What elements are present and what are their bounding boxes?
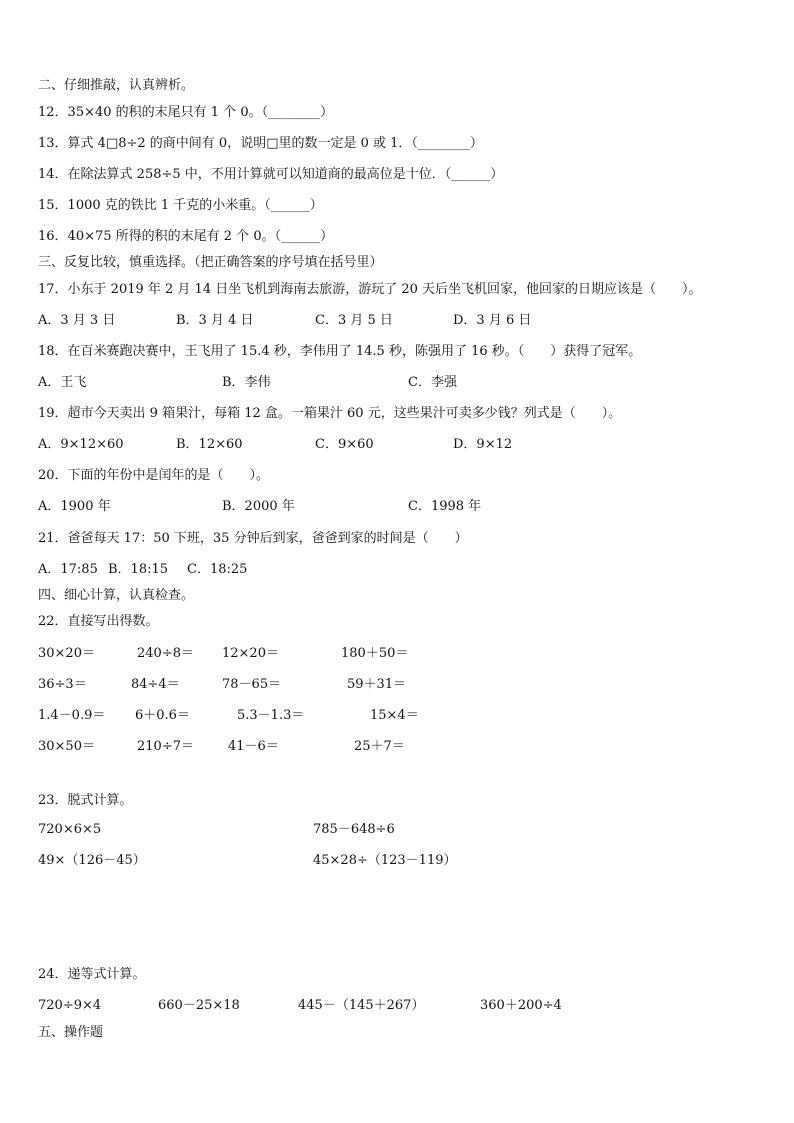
q21-option-c: C．18:25 (187, 562, 248, 577)
q17-option-c: C．3 月 5 日 (315, 313, 393, 328)
q20-option-a: A．1900 年 (38, 499, 111, 514)
step-calc-item: 49×（126－45） (38, 853, 146, 868)
question-21: 21．爸爸每天 17：50 下班，35 分钟后到家，爸爸到家的时间是（ ） (38, 531, 468, 546)
question-24-title: 24．递等式计算。 (38, 967, 146, 982)
oral-calc-item: 210÷7＝ (137, 739, 194, 754)
section4-heading: 四、细心计算，认真检查。 (38, 588, 195, 603)
recursive-calc-item: 660－25×18 (158, 998, 240, 1013)
oral-calc-item: 15×4＝ (370, 708, 419, 723)
oral-calc-item: 30×50＝ (38, 739, 95, 754)
step-calc-item: 720×6×5 (38, 822, 102, 837)
oral-calc-item: 6＋0.6＝ (135, 708, 190, 723)
q17-option-d: D．3 月 6 日 (453, 313, 532, 328)
oral-calc-item: 5.3－1.3＝ (237, 708, 305, 723)
step-calc-item: 45×28÷（123－119） (313, 853, 457, 868)
oral-calc-item: 12×20＝ (222, 646, 279, 661)
oral-calc-item: 180＋50＝ (341, 646, 409, 661)
section5-heading: 五、操作题 (38, 1025, 104, 1040)
recursive-calc-item: 360＋200÷4 (480, 998, 562, 1013)
oral-calc-item: 59＋31＝ (347, 677, 407, 692)
question-23-title: 23．脱式计算。 (38, 793, 133, 808)
oral-calc-item: 30×20＝ (38, 646, 95, 661)
question-19: 19．超市今天卖出 9 箱果汁，每箱 12 盒。一箱果汁 60 元，这些果汁可卖多少钱？列式是（ ）。 (38, 406, 622, 421)
question-12: 12．35×40 的积的末尾只有 1 个 0。（________） (38, 105, 334, 120)
q18-option-c: C．李强 (408, 375, 457, 390)
q20-option-c: C．1998 年 (408, 499, 482, 514)
question-18: 18．在百米赛跑决赛中，王飞用了 15.4 秒，李伟用了 14.5 秒，陈强用了 16 秒。（ ）获得了冠军。 (38, 344, 642, 359)
q21-option-b: B．18:15 (108, 562, 169, 577)
question-20: 20．下面的年份中是闰年的是（ ）。 (38, 468, 270, 483)
question-14: 14．在除法算式 258÷5 中，不用计算就可以知道商的最高位是十位．（______） (38, 167, 504, 182)
oral-calc-item: 1.4－0.9＝ (38, 708, 106, 723)
q19-option-a: A．9×12×60 (38, 437, 124, 452)
question-13: 13．算式 4□8÷2 的商中间有 0，说明□里的数一定是 0 或 1．（________） (38, 136, 483, 151)
section3-heading: 三、反复比较，慎重选择。（把正确答案的序号填在括号里） (38, 255, 383, 270)
question-15: 15．1000 克的铁比 1 千克的小米重。（______） (38, 198, 323, 213)
oral-calc-item: 41－6＝ (228, 739, 279, 754)
oral-calc-item: 36÷3＝ (38, 677, 87, 692)
q19-option-d: D．9×12 (453, 437, 513, 452)
question-16: 16．40×75 所得的积的末尾有 2 个 0。（______） (38, 229, 334, 244)
section2-heading: 二、仔细推敲，认真辨析。 (38, 78, 195, 93)
recursive-calc-item: 720÷9×4 (38, 998, 102, 1013)
question-22-title: 22．直接写出得数。 (38, 614, 159, 629)
step-calc-item: 785－648÷6 (313, 822, 395, 837)
q17-option-a: A．3 月 3 日 (38, 313, 116, 328)
q19-option-b: B．12×60 (176, 437, 243, 452)
q20-option-b: B．2000 年 (222, 499, 295, 514)
oral-calc-item: 240÷8＝ (137, 646, 194, 661)
recursive-calc-item: 445－（145＋267） (298, 998, 425, 1013)
oral-calc-item: 84÷4＝ (131, 677, 180, 692)
q17-option-b: B．3 月 4 日 (176, 313, 254, 328)
q18-option-a: A．王飞 (38, 375, 87, 390)
question-17: 17．小东于 2019 年 2 月 14 日坐飞机到海南去旅游，游玩了 20 天后坐飞机回家，他回家的日期应该是（ ）。 (38, 282, 702, 297)
q21-option-a: A．17:85 (38, 562, 98, 577)
oral-calc-item: 78－65＝ (222, 677, 282, 692)
q19-option-c: C．9×60 (315, 437, 374, 452)
q18-option-b: B．李伟 (222, 375, 271, 390)
oral-calc-item: 25＋7＝ (354, 739, 405, 754)
